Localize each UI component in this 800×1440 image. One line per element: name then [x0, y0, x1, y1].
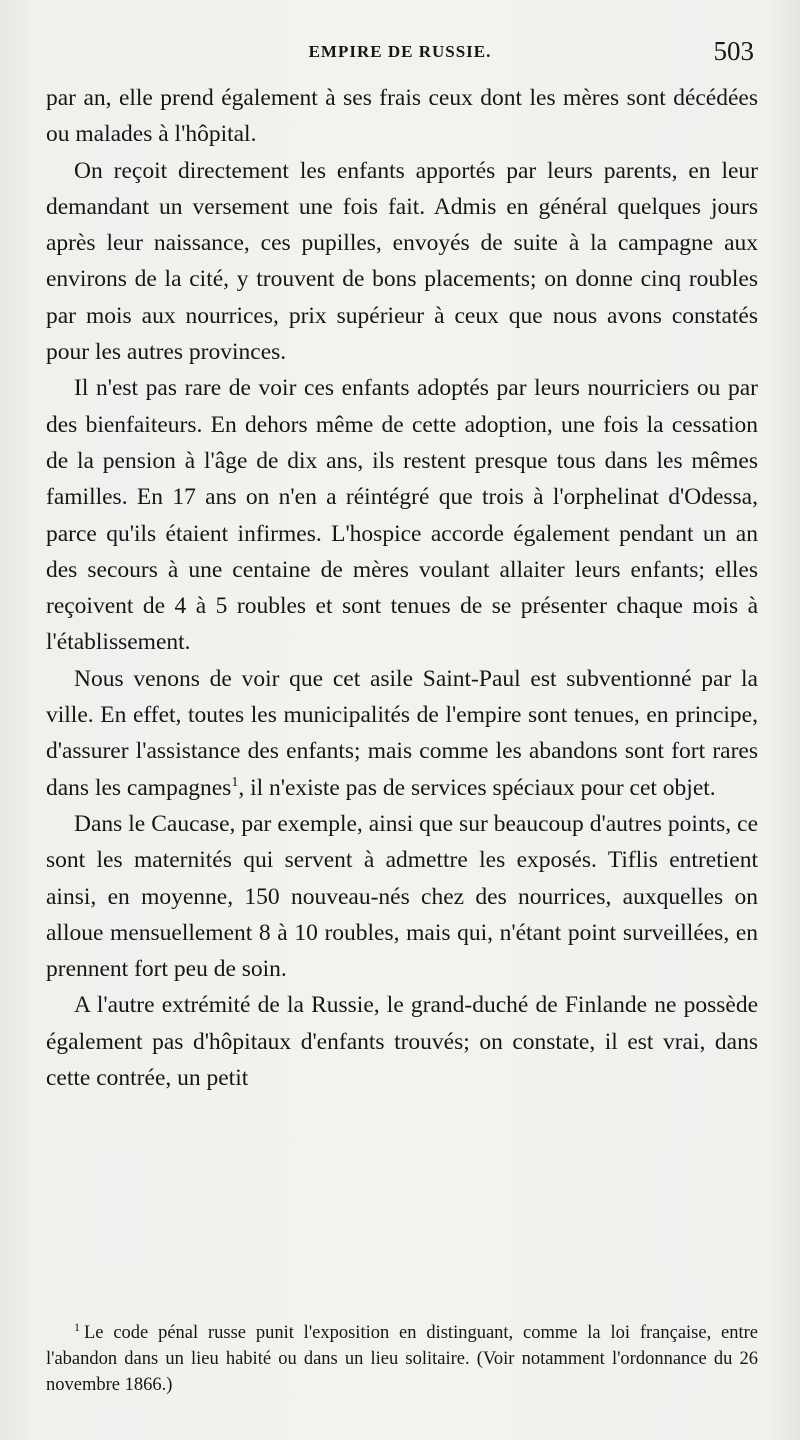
footnote-reference: 1	[231, 774, 239, 790]
running-head: EMPIRE DE RUSSIE.	[308, 42, 492, 61]
body-text	[46, 80, 758, 1096]
paragraph-4	[46, 661, 758, 806]
paragraph-1: par an, elle prend également à ses frais ceux dont les mères sont décédées ou malades à l'hôpital.	[46, 85, 758, 148]
footnote-marker: 1	[74, 1319, 80, 1334]
paragraph-5: Dans le Caucase, par exemple, ainsi que sur beaucoup d'autres points, ce sont les maternités qui servent à admettre les exposés. Tiflis entretient ainsi, en moyenne, 150 nouveau-nés chez des nourrices, auxquelles on alloue mensuellement 8 à 10 roubles, mais qui, n'étant point surveillées, en prennent fort peu de soin.	[46, 810, 758, 983]
page-header	[46, 36, 754, 72]
footnote-text: Le code pénal russe punit l'exposition en distinguant, comme la loi française, entre l'abandon dans un lieu habité ou dans un lieu solitaire. (Voir notamment l'ordonnance du 26 novembre 1866.)	[46, 1323, 758, 1395]
paragraph-4-text-end: , il n'existe pas de services spéciaux pour cet objet.	[238, 774, 716, 801]
paragraph-6: A l'autre extrémité de la Russie, le grand-duché de Finlande ne possède également pas d'hôpitaux d'enfants trouvés; on constate, il est vrai, dans cette contrée, un petit	[46, 992, 758, 1092]
paragraph-3: Il n'est pas rare de voir ces enfants adoptés par leurs nourriciers ou par des bienfaiteurs. En dehors même de cette adoption, une fois la cessation de la pension à l'âge de dix ans, ils restent presque tous dans les mêmes familles. En 17 ans on n'en a réintégré que trois à l'orphelinat d'Odessa, parce qu'ils étaient infirmes. L'hospice accorde également pendant un an des secours à une centaine de mères voulant allaiter leurs enfants; elles reçoivent de 4 à 5 roubles et sont tenues de se présenter chaque mois à l'établissement.	[46, 375, 758, 656]
paragraph-4-text: Nous venons de voir que cet asile Saint-Paul est subventionné par la ville. En effet, toutes les municipalités de l'empire sont tenues, en principe, d'assurer l'assistance des enfants; mais comme les abandons sont fort rares dans les campagnes	[46, 665, 758, 801]
page-number: 503	[713, 36, 754, 66]
footnote	[46, 1320, 758, 1398]
paragraph-2: On reçoit directement les enfants apportés par leurs parents, en leur demandant un versement une fois fait. Admis en général quelques jours après leur naissance, ces pupilles, envoyés de suite à la campagne aux environs de la cité, y trouvent de bons placements; on donne cinq roubles par mois aux nourrices, prix supérieur à ceux que nous avons constatés pour les autres provinces.	[46, 157, 758, 366]
